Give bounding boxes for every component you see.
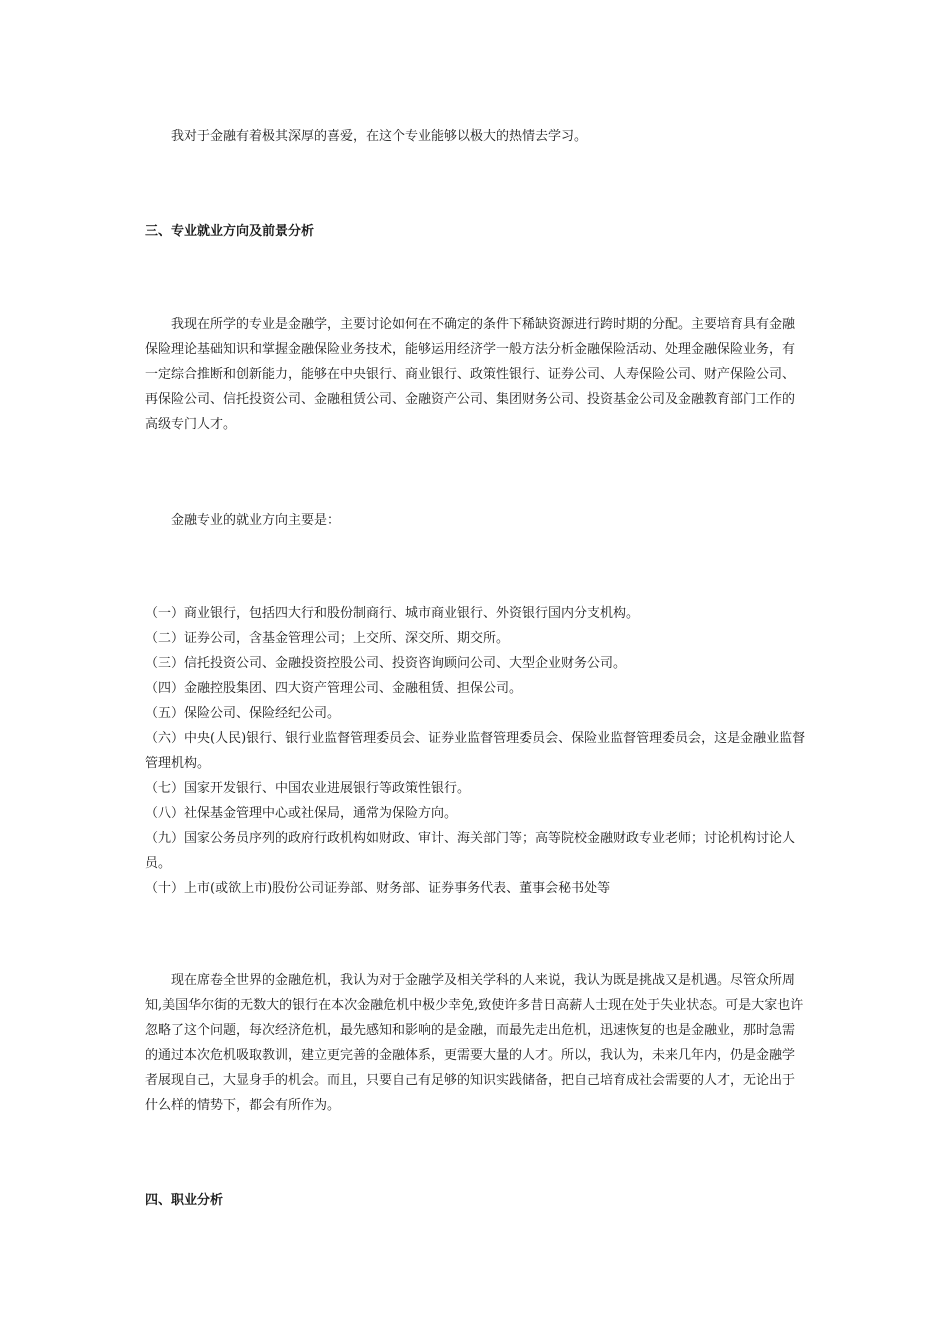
section-3-paragraph-1: 我现在所学的专业是金融学，主要讨论如何在不确定的条件下稀缺资源进行跨时期的分配。主要培育具有金融保险理论基础知识和掌握金融保险业务技术，能够运用经济学一般方法分析金融保险活动、处理金融保险业务，有一定综合推断和创新能力，能够在中央银行、商业银行、政策性银行、证券公司、人寿保险公司、财产保险公司、再保险公司、信托投资公司、金融租赁公司、金融资产公司、集团财务公司、投资基金公司及金融教育部门工作的高级专门人才。 [145,317,796,432]
list-item: （二）证券公司，含基金管理公司；上交所、深交所、期交所。 [145,631,510,646]
section-3-paragraph-2: 金融专业的就业方向主要是： [171,513,341,528]
employment-directions-list [145,601,807,901]
list-item: （六）中央(人民)银行、银行业监督管理委员会、证券业监督管理委员会、保险业监督管理委员会，这是金融业监督管理机构。 [145,731,806,771]
list-item: （十）上市(或欲上市)股份公司证券部、财务部、证券事务代表、董事会秘书处等 [145,881,611,896]
list-item: （三）信托投资公司、金融投资控股公司、投资咨询顾问公司、大型企业财务公司。 [145,656,627,671]
list-item: （八）社保基金管理中心或社保局，通常为保险方向。 [145,806,458,821]
list-item: （九）国家公务员序列的政府行政机构如财政、审计、海关部门等；高等院校金融财政专业老师；讨论机构讨论人员。 [145,831,796,871]
list-item: （四）金融控股集团、四大资产管理公司、金融租赁、担保公司。 [145,681,523,696]
section-3-heading: 三、专业就业方向及前景分析 [145,224,315,239]
list-item: （七）国家开发银行、中国农业进展银行等政策性银行。 [145,781,471,796]
list-item: （五）保险公司、保险经纪公司。 [145,706,341,721]
list-item: （一）商业银行，包括四大行和股份制商行、城市商业银行、外资银行国内分支机构。 [145,606,640,621]
intro-line: 我对于金融有着极其深厚的喜爱，在这个专业能够以极大的热情去学习。 [171,129,588,144]
section-3-paragraph-3: 现在席卷全世界的金融危机，我认为对于金融学及相关学科的人来说，我认为既是挑战又是机遇。尽管众所周知,美国华尔街的无数大的银行在本次金融危机中极少幸免,致使许多昔日高薪人士现在处于失业状态。可是大家也许忽略了这个问题，每次经济危机，最先感知和影响的是金融，而最先走出危机，迅速恢复的也是金融业，那时急需的通过本次危机吸取教训，建立更完善的金融体系，更需要大量的人才。所以，我认为，未来几年内，仍是金融学者展现自己，大显身手的机会。而且，只要自己有足够的知识实践储备，把自己培育成社会需要的人才，无论出于什么样的情势下，都会有所作为。 [145,973,804,1113]
section-4-heading: 四、职业分析 [145,1193,224,1208]
